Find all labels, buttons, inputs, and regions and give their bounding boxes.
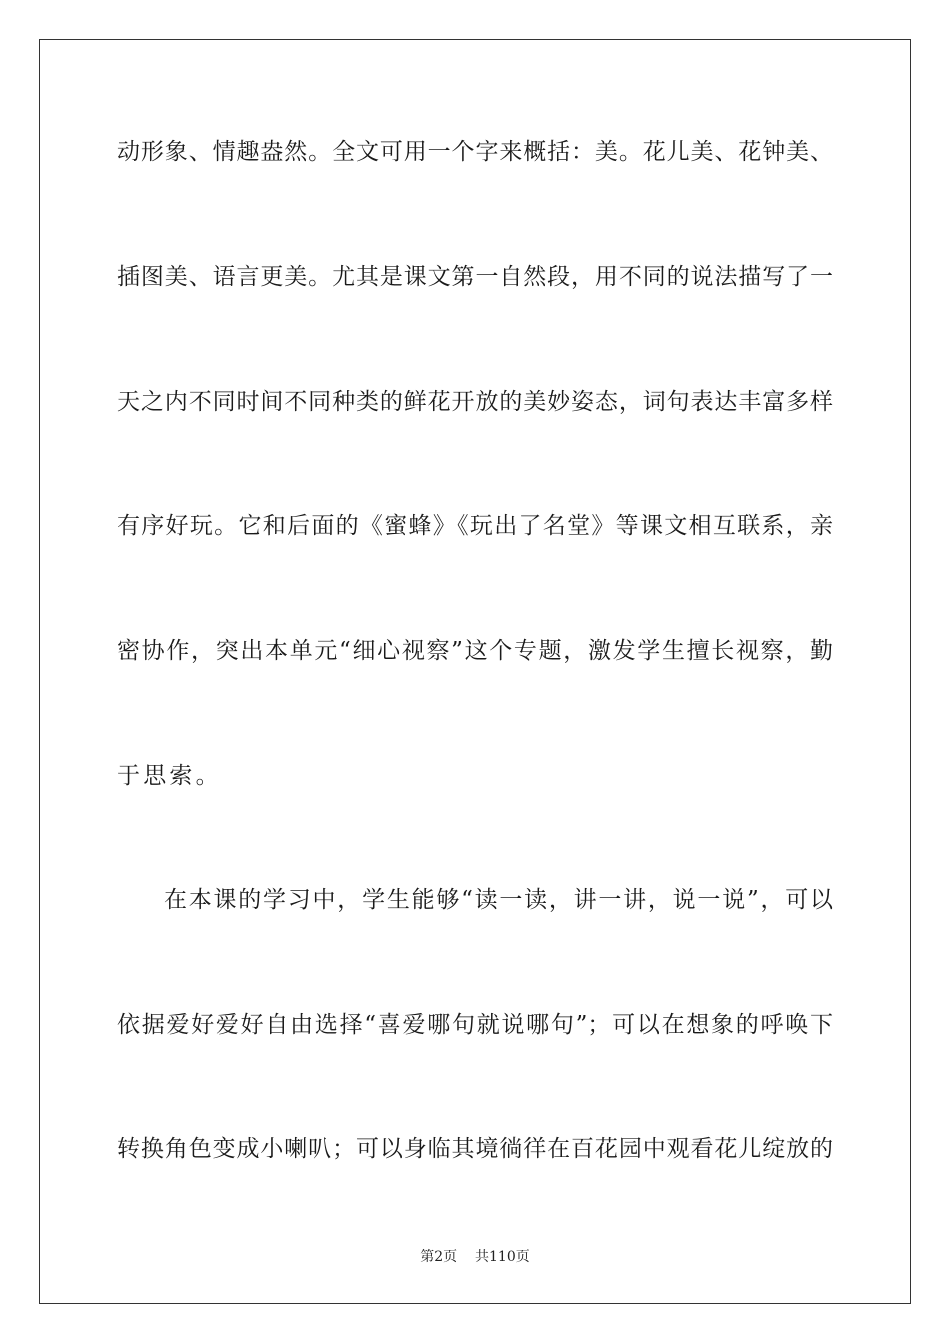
page-number: 第2页	[420, 1249, 458, 1265]
body-text-line: 依据爱好爱好自由选择“喜爱哪句就说哪句”；可以在想象的呼唤下	[117, 1012, 833, 1038]
paragraph-first-line: 在本课的学习中，学生能够“读一读，讲一讲，说一说”，可以	[164, 887, 833, 913]
body-text-line: 动形象、情趣盎然。全文可用一个字来概括：美。花儿美、花钟美、	[117, 139, 833, 165]
body-text-line: 有序好玩。它和后面的《蜜蜂》《玩出了名堂》等课文相互联系，亲	[117, 513, 833, 539]
page-total: 共110页	[475, 1249, 530, 1265]
body-text-line: 密协作，突出本单元“细心视察”这个专题，激发学生擅长视察，勤	[117, 638, 833, 664]
body-text-line: 插图美、语言更美。尤其是课文第一自然段，用不同的说法描写了一	[117, 264, 833, 290]
page-border	[39, 39, 911, 1304]
body-text-line: 天之内不同时间不同种类的鲜花开放的美妙姿态，词句表达丰富多样	[117, 389, 833, 415]
body-text-line: 于思索。	[117, 763, 222, 789]
page-footer	[0, 1248, 950, 1266]
body-text-line: 转换角色变成小喇叭；可以身临其境徜徉在百花园中观看花儿绽放的	[117, 1136, 833, 1162]
